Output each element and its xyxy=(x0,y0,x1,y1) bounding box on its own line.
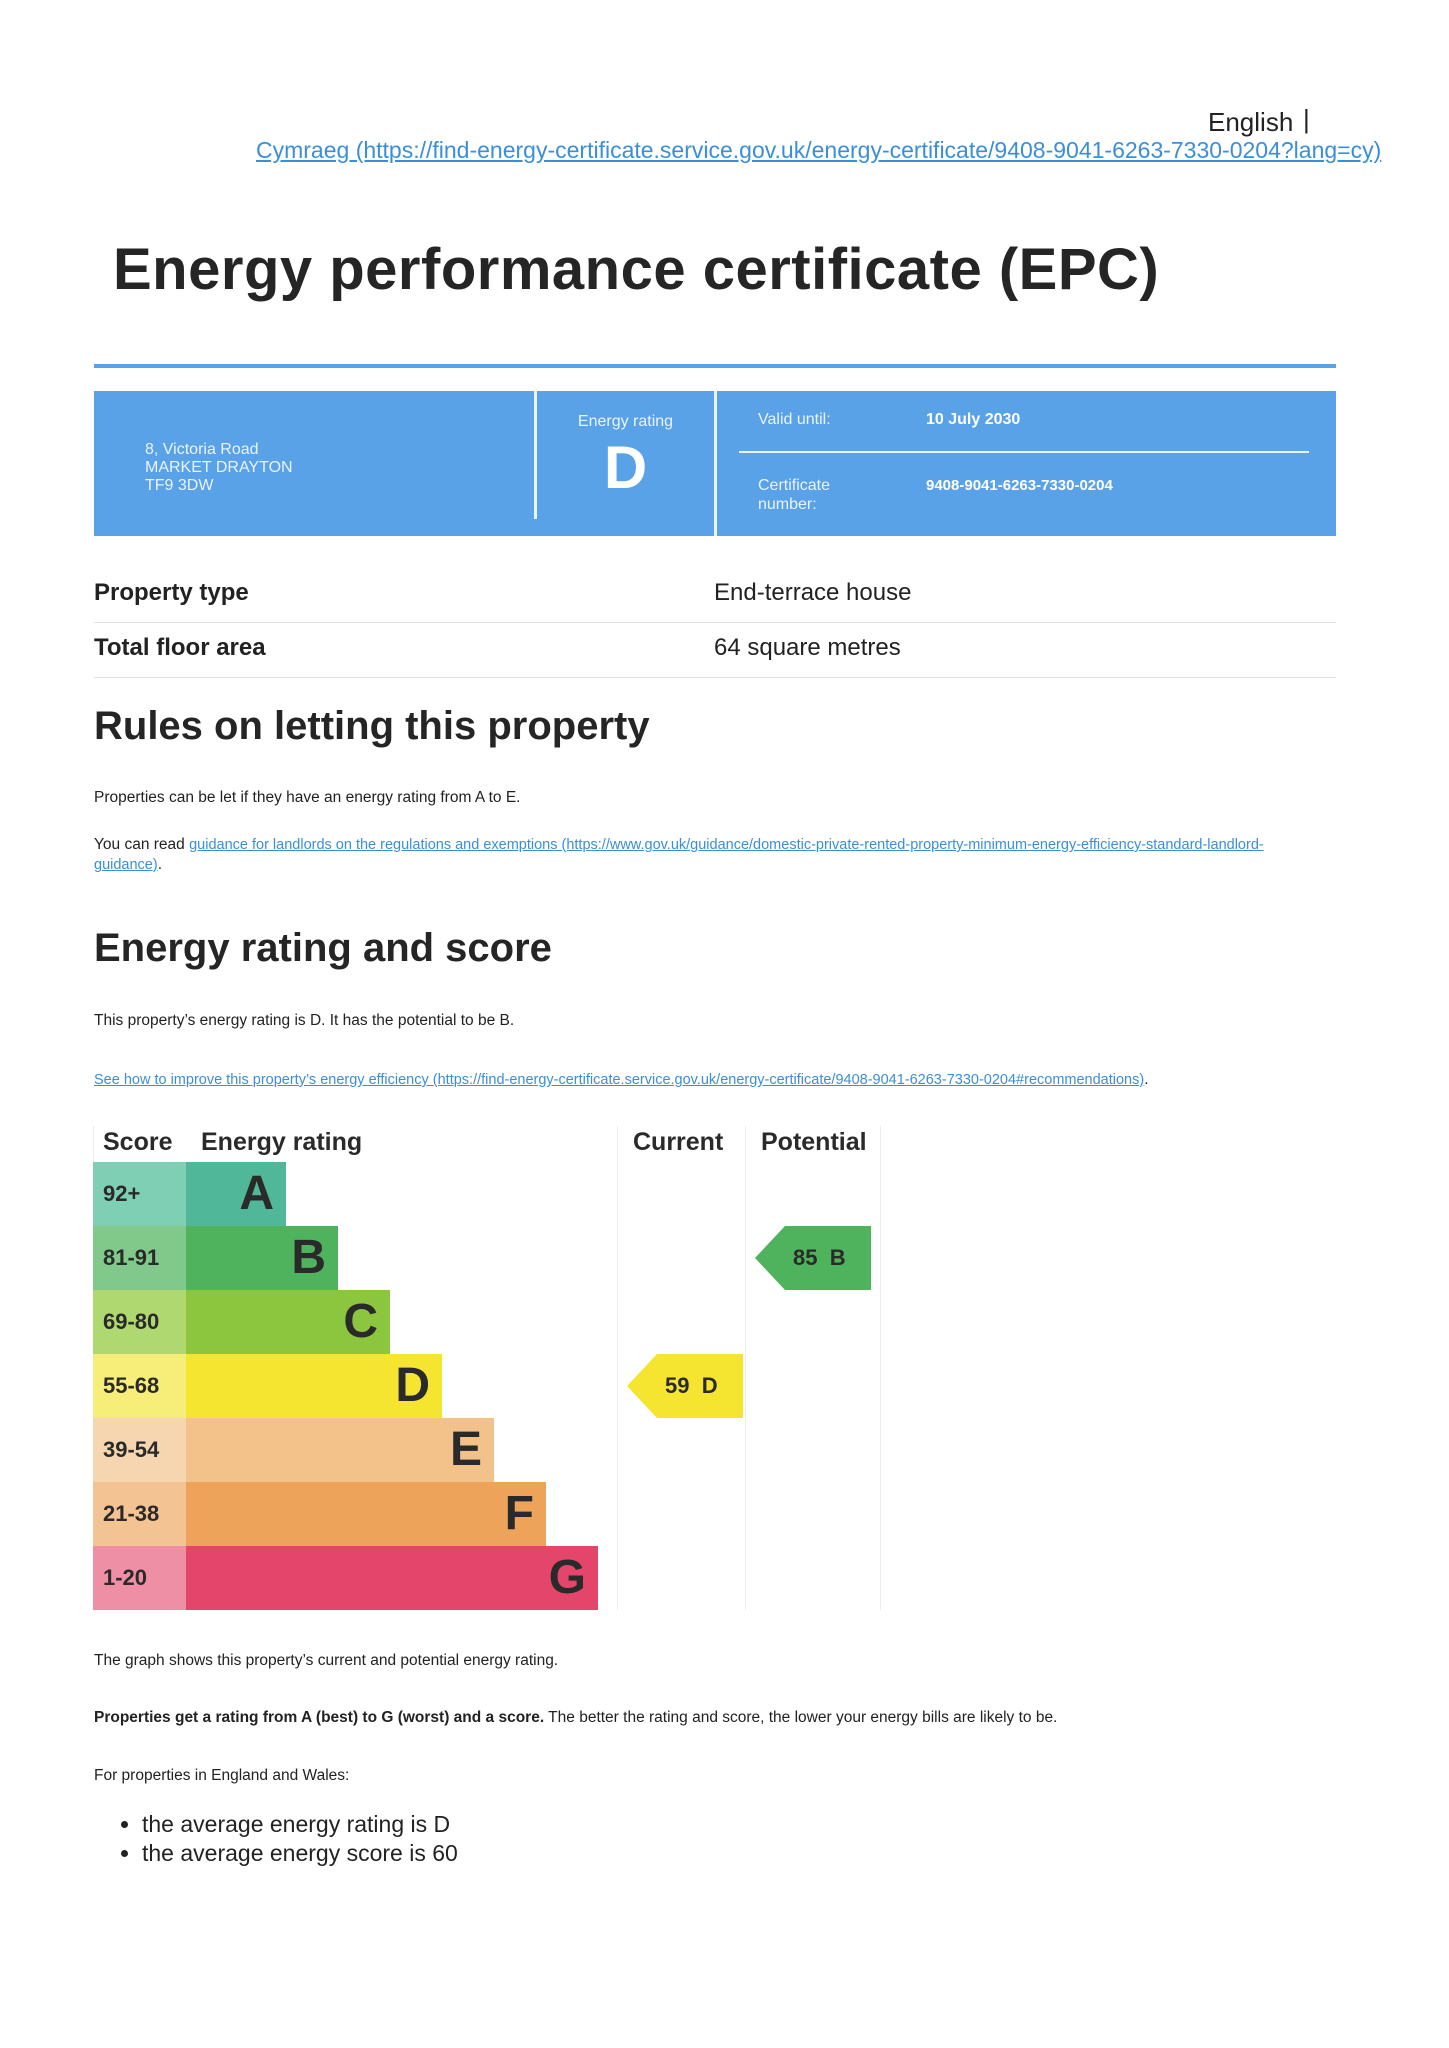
band-bar-d xyxy=(186,1354,442,1418)
band-letter-e: E xyxy=(449,1423,482,1476)
current-rating-marker-label: 59 D xyxy=(665,1373,718,1398)
rating-explanation-rest: The better the rating and score, the lower your energy bills are likely to be. xyxy=(544,1709,1058,1726)
chart-header-potential: Potential xyxy=(761,1128,867,1156)
page-title: Energy performance certificate (EPC) xyxy=(113,237,1160,302)
chart-header-current: Current xyxy=(633,1128,724,1156)
landlord-guidance-link[interactable]: guidance for landlords on the regulations and exemptions (https://www.gov.uk/guidance/domestic-private-rented-property-minimum-energy-efficiency-standard-landlord-guidance) xyxy=(94,837,1264,873)
language-english-link[interactable]: English xyxy=(1208,107,1294,137)
epc-summary-banner xyxy=(94,391,1336,536)
valid-until-label: Valid until: xyxy=(758,411,831,428)
average-list xyxy=(108,1810,458,1868)
banner-divider xyxy=(714,391,717,536)
floor-area-label: Total floor area xyxy=(94,634,266,661)
improve-efficiency-suffix: . xyxy=(1144,1071,1149,1088)
band-bar-f xyxy=(186,1482,546,1546)
band-bar-e xyxy=(186,1418,494,1482)
address-line-3: TF9 3DW xyxy=(145,477,214,494)
language-separator: | xyxy=(1303,104,1310,134)
chart-gridline xyxy=(880,1126,881,1610)
potential-rating-marker-label: 85 B xyxy=(793,1245,846,1270)
current-rating-marker xyxy=(627,1354,743,1418)
band-score-e: 39-54 xyxy=(93,1418,186,1482)
band-letter-b: B xyxy=(291,1231,326,1284)
band-score-g: 1-20 xyxy=(93,1546,186,1610)
band-score-b: 81-91 xyxy=(93,1226,186,1290)
band-score-d: 55-68 xyxy=(93,1354,186,1418)
potential-rating-marker xyxy=(755,1226,871,1290)
chart-gridline xyxy=(617,1126,618,1610)
band-letter-f: F xyxy=(504,1487,534,1540)
property-type-label: Property type xyxy=(94,579,249,606)
landlord-guidance-paragraph xyxy=(94,835,1294,875)
band-score-f: 21-38 xyxy=(93,1482,186,1546)
band-score-a: 92+ xyxy=(93,1162,186,1226)
valid-until-value: 10 July 2030 xyxy=(926,411,1021,428)
band-bar-a xyxy=(186,1162,286,1226)
letting-rules-heading: Rules on letting this property xyxy=(94,704,650,748)
floor-area-value: 64 square metres xyxy=(714,634,901,661)
chart-gridline xyxy=(745,1126,746,1610)
language-cymraeg-link[interactable]: Cymraeg (https://find-energy-certificate.service.gov.uk/energy-certificate/9408-9041-6263-7330-0204?lang=cy) xyxy=(256,137,1382,163)
certificate-number-value: 9408-9041-6263-7330-0204 xyxy=(926,477,1113,494)
band-letter-a: A xyxy=(239,1167,274,1220)
title-divider xyxy=(94,364,1336,368)
energy-rating-summary: This property’s energy rating is D. It has the potential to be B. xyxy=(94,1012,515,1029)
chart-header-energy-rating: Energy rating xyxy=(201,1128,363,1156)
row-divider xyxy=(94,677,1336,678)
banner-row-divider xyxy=(739,451,1309,453)
band-bar-b xyxy=(186,1226,338,1290)
energy-rating-heading: Energy rating and score xyxy=(94,926,552,970)
property-type-value: End-terrace house xyxy=(714,579,912,606)
rating-explanation-bold: Properties get a rating from A (best) to G (worst) and a score. xyxy=(94,1709,545,1726)
energy-rating-letter: D xyxy=(603,434,648,501)
list-item: • the average energy score is 60 xyxy=(142,1839,458,1868)
graph-caption: The graph shows this property’s current and potential energy rating. xyxy=(94,1652,559,1669)
landlord-guidance-prefix: You can read xyxy=(94,836,190,853)
band-letter-g: G xyxy=(548,1551,586,1604)
letting-rules-text: Properties can be let if they have an energy rating from A to E. xyxy=(94,789,521,806)
improve-efficiency-link[interactable]: See how to improve this property’s energy efficiency (https://find-energy-certificate.service.gov.uk/energy-certificate/9408-9041-6263-7330-0204#recommendations) xyxy=(94,1072,1145,1088)
landlord-guidance-suffix: . xyxy=(157,856,162,873)
improve-efficiency-paragraph xyxy=(94,1071,1149,1089)
address-line-1: 8, Victoria Road xyxy=(145,441,259,458)
energy-rating-chart xyxy=(93,1126,881,1610)
address-line-2: MARKET DRAYTON xyxy=(145,459,293,476)
list-item: • the average energy rating is D xyxy=(142,1810,458,1839)
chart-header-score: Score xyxy=(103,1128,173,1156)
band-bar-c xyxy=(186,1290,390,1354)
england-wales-intro: For properties in England and Wales: xyxy=(94,1767,350,1784)
band-letter-c: C xyxy=(343,1295,378,1348)
rating-explanation xyxy=(94,1709,1057,1727)
energy-rating-label: Energy rating xyxy=(577,413,674,430)
band-bar-g xyxy=(186,1546,598,1610)
band-score-c: 69-80 xyxy=(93,1290,186,1354)
band-letter-d: D xyxy=(395,1359,430,1412)
row-divider xyxy=(94,622,1336,623)
certificate-number-label: Certificate number: xyxy=(758,477,831,513)
